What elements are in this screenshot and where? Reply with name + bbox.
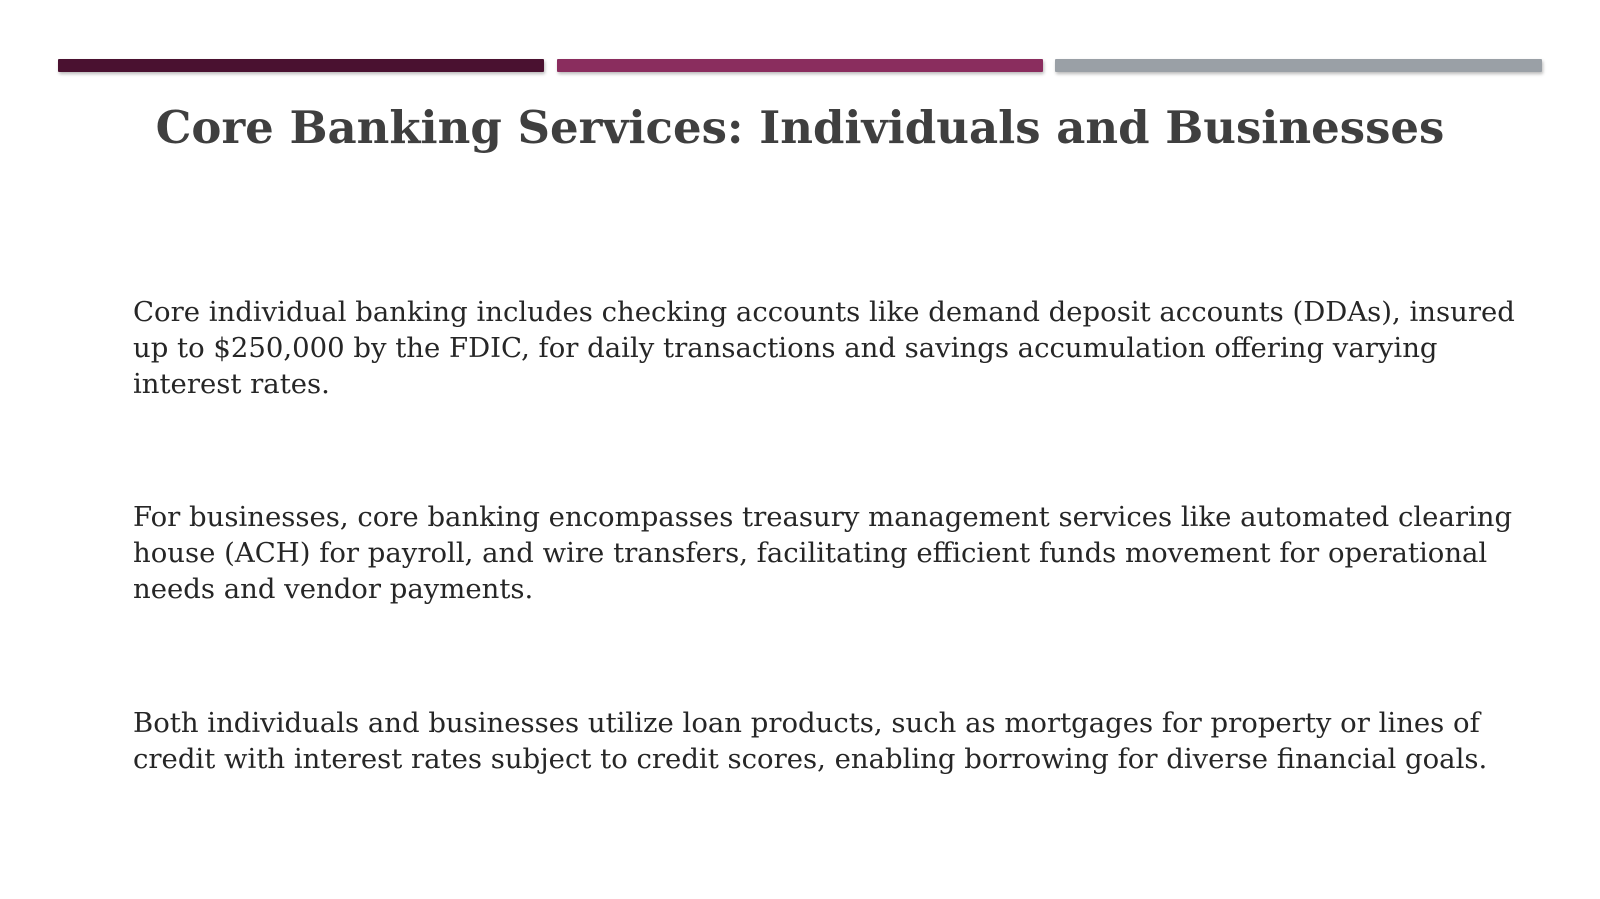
paragraph-business-banking: For businesses, core banking encompasses treasury management services like automated clearing house (ACH) for payroll, and wire transfers, facilitating efficient funds movement for operational needs and vendor payments. — [133, 501, 1513, 605]
paragraph-loan-products: Both individuals and businesses utilize loan products, such as mortgages for property or lines of credit with interest rates subject to credit scores, enabling borrowing for diverse financial goals. — [133, 707, 1488, 775]
paragraph-individual-banking: Core individual banking includes checking accounts like demand deposit accounts (DDAs), insured up to $250,000 by the FDIC, for daily transactions and savings accumulation offering varying interest rates. — [133, 296, 1515, 400]
slide-title: Core Banking Services: Individuals and Businesses — [155, 101, 1445, 154]
accent-bar-gray — [1055, 59, 1542, 72]
accent-bar-dark-maroon — [58, 59, 544, 72]
accent-bar-magenta — [557, 59, 1043, 72]
